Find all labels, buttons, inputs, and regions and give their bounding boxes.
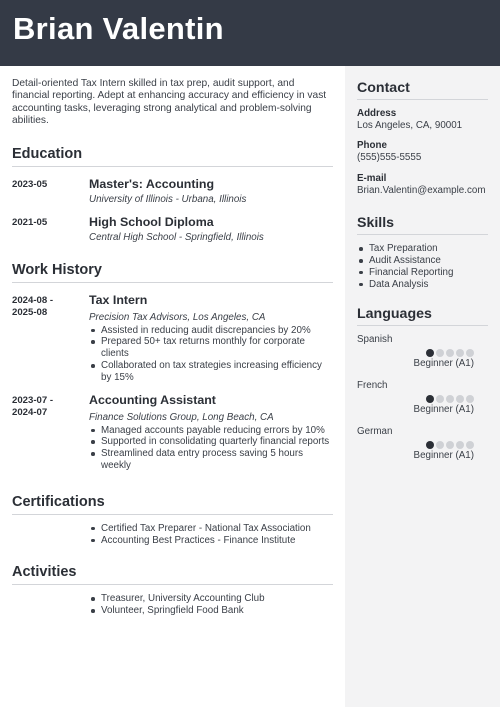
education-degree: High School Diploma xyxy=(89,214,214,229)
email-label: E-mail xyxy=(357,172,387,184)
education-school: Central High School - Springfield, Illinois xyxy=(89,231,264,243)
work-date-end: 2025-08 xyxy=(12,306,48,318)
main-column xyxy=(12,78,333,617)
skills-list xyxy=(357,243,488,290)
rating-dot-empty xyxy=(466,349,474,357)
languages-heading: Languages xyxy=(357,306,488,326)
sidebar xyxy=(345,66,500,707)
rating-dot-filled xyxy=(426,441,434,449)
activities-list xyxy=(89,593,333,617)
education-entry xyxy=(12,215,333,244)
work-dates xyxy=(12,393,89,472)
work-bullets xyxy=(89,425,333,472)
language-item xyxy=(357,426,488,462)
language-level: Beginner (A1) xyxy=(413,404,474,416)
language-level: Beginner (A1) xyxy=(413,358,474,370)
work-company: Precision Tax Advisors, Los Angeles, CA xyxy=(89,311,266,323)
list-item: Collaborated on tax strategies increasing efficiency by 15% xyxy=(89,360,333,384)
rating-dot-filled xyxy=(426,395,434,403)
contact-heading: Contact xyxy=(357,80,488,100)
work-date-start: 2024-08 - xyxy=(12,294,54,306)
rating-dot-empty xyxy=(466,441,474,449)
rating-dot-empty xyxy=(466,395,474,403)
work-date-end: 2024-07 xyxy=(12,406,48,418)
header-banner xyxy=(0,0,500,66)
education-date: 2023-05 xyxy=(12,178,48,190)
education-section xyxy=(12,146,333,244)
education-degree: Master's: Accounting xyxy=(89,176,215,191)
list-item: Data Analysis xyxy=(357,279,488,291)
rating-dot-empty xyxy=(436,349,444,357)
list-item: Certified Tax Preparer - National Tax Association xyxy=(89,523,333,535)
education-school: University of Illinois - Urbana, Illinois xyxy=(89,193,247,205)
list-item: Assisted in reducing audit discrepancies by 20% xyxy=(89,325,333,337)
rating-dot-empty xyxy=(456,349,464,357)
activities-heading: Activities xyxy=(12,564,333,585)
work-dates xyxy=(12,293,89,384)
rating-dot-empty xyxy=(446,395,454,403)
list-item: Audit Assistance xyxy=(357,255,488,267)
list-item: Managed accounts payable reducing errors by 10% xyxy=(89,425,333,437)
summary-text: Detail-oriented Tax Intern skilled in tax prep, audit support, and financial reporting. Adept at enhancing accuracy and efficiency in vast accounting tasks, leveraging strong analytical and problem-solving abilities. xyxy=(12,78,327,127)
work-role: Tax Intern xyxy=(89,292,148,307)
language-item xyxy=(357,334,488,370)
certifications-section xyxy=(12,494,333,547)
contact-email xyxy=(357,173,488,197)
phone-value: (555)555-5555 xyxy=(357,152,422,164)
work-company: Finance Solutions Group, Long Beach, CA xyxy=(89,411,274,423)
skills-heading: Skills xyxy=(357,215,488,235)
rating-dot-empty xyxy=(456,441,464,449)
certifications-heading: Certifications xyxy=(12,494,333,515)
rating-dot-empty xyxy=(436,395,444,403)
rating-dot-empty xyxy=(456,395,464,403)
rating-dot-empty xyxy=(446,349,454,357)
language-level: Beginner (A1) xyxy=(413,450,474,462)
list-item: Financial Reporting xyxy=(357,267,488,279)
work-role: Accounting Assistant xyxy=(89,392,216,407)
list-item: Treasurer, University Accounting Club xyxy=(89,593,333,605)
activities-section xyxy=(12,564,333,617)
work-heading: Work History xyxy=(12,262,333,283)
work-date-start: 2023-07 - xyxy=(12,394,54,406)
contact-phone xyxy=(357,140,488,164)
contact-address xyxy=(357,108,488,132)
list-item: Volunteer, Springfield Food Bank xyxy=(89,605,333,617)
work-bullets xyxy=(89,325,333,384)
language-item xyxy=(357,380,488,416)
language-name: German xyxy=(357,426,393,438)
certifications-list xyxy=(89,523,333,547)
email-value: Brian.Valentin@example.com xyxy=(357,184,486,196)
list-item: Streamlined data entry process saving 5 hours weekly xyxy=(89,448,333,472)
address-label: Address xyxy=(357,108,397,119)
rating-dot-empty xyxy=(446,441,454,449)
rating-dot-filled xyxy=(426,349,434,357)
list-item: Tax Preparation xyxy=(357,243,488,255)
language-name: Spanish xyxy=(357,334,393,346)
list-item: Supported in consolidating quarterly financial reports xyxy=(89,436,333,448)
work-section xyxy=(12,262,333,472)
list-item: Prepared 50+ tax returns monthly for corporate clients xyxy=(89,336,333,360)
language-rating xyxy=(357,441,488,449)
rating-dot-empty xyxy=(436,441,444,449)
candidate-name: Brian Valentin xyxy=(13,11,224,46)
list-item: Accounting Best Practices - Finance Institute xyxy=(89,535,333,547)
phone-label: Phone xyxy=(357,140,387,152)
education-entry xyxy=(12,177,333,206)
work-entry xyxy=(12,393,333,472)
language-rating xyxy=(357,395,488,403)
address-value: Los Angeles, CA, 90001 xyxy=(357,120,463,131)
education-heading: Education xyxy=(12,146,333,167)
language-rating xyxy=(357,349,488,357)
work-entry xyxy=(12,293,333,384)
education-date: 2021-05 xyxy=(12,216,48,228)
language-name: French xyxy=(357,380,388,392)
